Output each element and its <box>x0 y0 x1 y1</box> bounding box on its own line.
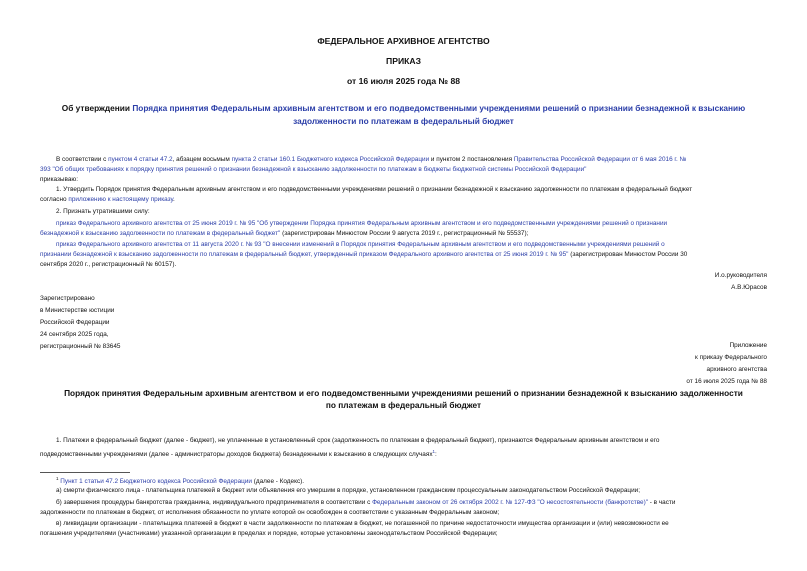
case-v: в) ликвидации организации - плательщика платежей в бюджет в части задолженности по платежам в бюджет, не погашенной по причине недостаточности имущества организации и (или) невозможности ее <box>56 520 669 527</box>
signature-name: А.В.Юрасов <box>731 284 767 291</box>
link-article-47-2[interactable]: пунктом 4 статьи 47.2 <box>108 156 173 163</box>
link-order-93-cont[interactable]: признании безнадежной к взысканию задолженности по платежам в федеральный бюджет, утвержденный приказом Федерального архивного агентства от 25 июня 2019 г. № 95" <box>40 251 569 258</box>
paragraph-text: : <box>435 451 437 459</box>
registration-line3: Российской Федерации <box>40 319 110 326</box>
link-government-resolution[interactable]: Правительства Российской Федерации от 6 мая 2016 г. № <box>513 156 687 163</box>
paragraph-1-cont <box>40 447 437 460</box>
preamble-text: , абзацем восьмым <box>172 156 232 163</box>
registration-line4: 24 сентября 2025 года, <box>40 331 109 338</box>
link-appendix[interactable]: приложению к настоящему приказу <box>68 196 174 203</box>
item-2: 2. Признать утратившими силу: <box>56 208 150 215</box>
document-title <box>0 103 807 113</box>
link-resolution-393[interactable]: 393 "Об общих требованиях к порядку принятия решений о признании безнадежной к взысканию задолженности по платежам в бюджеты бюджетной системы Российской Федерации" <box>40 166 587 173</box>
preamble-order: приказываю: <box>40 176 78 183</box>
paragraph-1: 1. Платежи в федеральный бюджет (далее - бюджет), не уплаченные в установленный срок (задолженность по платежам в федеральный бюджет), признаются Федеральным архивным агентством и его <box>56 437 660 444</box>
title-link[interactable]: Порядка принятия Федеральным архивным агентством и его подведомственными учреждениями решений о признании безнадежной к взысканию <box>132 103 746 113</box>
title-prefix: Об утверждении <box>61 103 133 113</box>
preamble-text: и пунктом 2 постановления <box>429 156 514 163</box>
item-1-cont <box>40 195 175 205</box>
procedure-title: Порядок принятия Федеральным архивным агентством и его подведомственными учреждениями решений о признании безнадежной к взысканию задолженности <box>64 388 743 398</box>
footnote-ref[interactable]: 1 <box>432 449 436 454</box>
link-order-95[interactable]: приказ Федерального архивного агентства от 25 июня 2019 г. № 95 "Об утверждении Порядка принятия Федеральным архивным агентством и его подведомственными учреждениями решений о признании <box>56 220 668 227</box>
item-text: (зарегистрирован Минюстом России 9 августа 2019 г., регистрационный № 55537); <box>280 230 529 237</box>
link-article-160-1[interactable]: пункта 2 статьи 160.1 Бюджетного кодекса Российской Федерации <box>231 156 430 163</box>
registration-line2: в Министерстве юстиции <box>40 307 115 314</box>
footnote-text: (далее - Кодекс). <box>251 478 305 486</box>
footnote-link[interactable]: Пункт 1 статьи 47.2 Бюджетного кодекса Российской Федерации <box>60 478 252 486</box>
case-text: - в части <box>647 499 676 506</box>
signature-position: И.о.руководителя <box>714 272 767 279</box>
item-text: . <box>173 196 175 203</box>
footnote-mark: 1 <box>56 476 59 481</box>
item-2b-cont <box>40 250 687 260</box>
link-bankruptcy-law[interactable]: Федеральным законом от 26 октября 2002 г. № 127-ФЗ "О несостоятельности (банкротстве)" <box>372 499 648 506</box>
document-date: от 16 июля 2025 года № 88 <box>346 76 461 86</box>
registration-line5: регистрационный № 83645 <box>40 343 121 350</box>
item-2a-cont <box>40 229 528 239</box>
item-text: (зарегистрирован Минюстом России 30 <box>568 251 688 258</box>
agency-name: ФЕДЕРАЛЬНОЕ АРХИВНОЕ АГЕНТСТВО <box>317 36 490 46</box>
appendix-line3: архивного агентства <box>706 366 767 373</box>
document-type: ПРИКАЗ <box>386 56 421 66</box>
procedure-title-line2: по платежам в федеральный бюджет <box>325 400 482 410</box>
item-1: 1. Утвердить Порядок принятия Федеральным архивным агентством и его подведомственными учреждениями решений о признании безнадежной к взысканию задолженности по платежам в федеральный бюджет <box>56 186 693 193</box>
appendix-line4: от 16 июля 2025 года № 88 <box>686 378 767 385</box>
case-text: б) завершения процедуры банкротства гражданина, индивидуального предпринимателя в соответствии с <box>56 499 373 506</box>
case-v-cont: погашения учредителями (участниками) указанной организации в пределах и порядке, которые установлены законодательством Российской Федерации; <box>40 530 498 537</box>
appendix-line1: Приложение <box>729 342 767 349</box>
case-b <box>56 498 675 508</box>
item-2b-end: сентября 2020 г., регистрационный № 60157). <box>40 261 177 268</box>
case-b-cont: задолженности по платежам в бюджет, от исполнения обязанности по уплате которой он освобожден в соответствии с указанным Федеральным законом; <box>40 509 500 516</box>
case-a: а) смерти физического лица - плательщика платежей в бюджет или объявления его умершим в порядке, установленном гражданским процессуальным законодательством Российской Федерации; <box>56 487 640 494</box>
paragraph-text: подведомственными учреждениями (далее - администраторы доходов бюджета) безнадежными к взысканию в следующих случаях <box>40 451 433 459</box>
footnote-divider <box>40 472 130 473</box>
title-link-line2[interactable]: задолженности по платежам в федеральный бюджет <box>293 116 514 126</box>
link-order-93[interactable]: приказ Федерального архивного агентства от 11 августа 2020 г. № 93 "О внесении изменений в Порядок принятия Федеральным архивным агентством и его подведомственными учреждениями решений о <box>56 241 665 248</box>
preamble-text: В соответствии с <box>56 156 109 163</box>
footnote <box>56 474 304 487</box>
appendix-line2: к приказу Федерального <box>695 354 767 361</box>
item-text: согласно <box>40 196 69 203</box>
registration-line1: Зарегистрировано <box>40 295 95 302</box>
preamble-line1 <box>56 155 686 165</box>
link-order-95-cont[interactable]: безнадежной к взысканию задолженности по платежам в федеральный бюджет" <box>40 230 281 237</box>
